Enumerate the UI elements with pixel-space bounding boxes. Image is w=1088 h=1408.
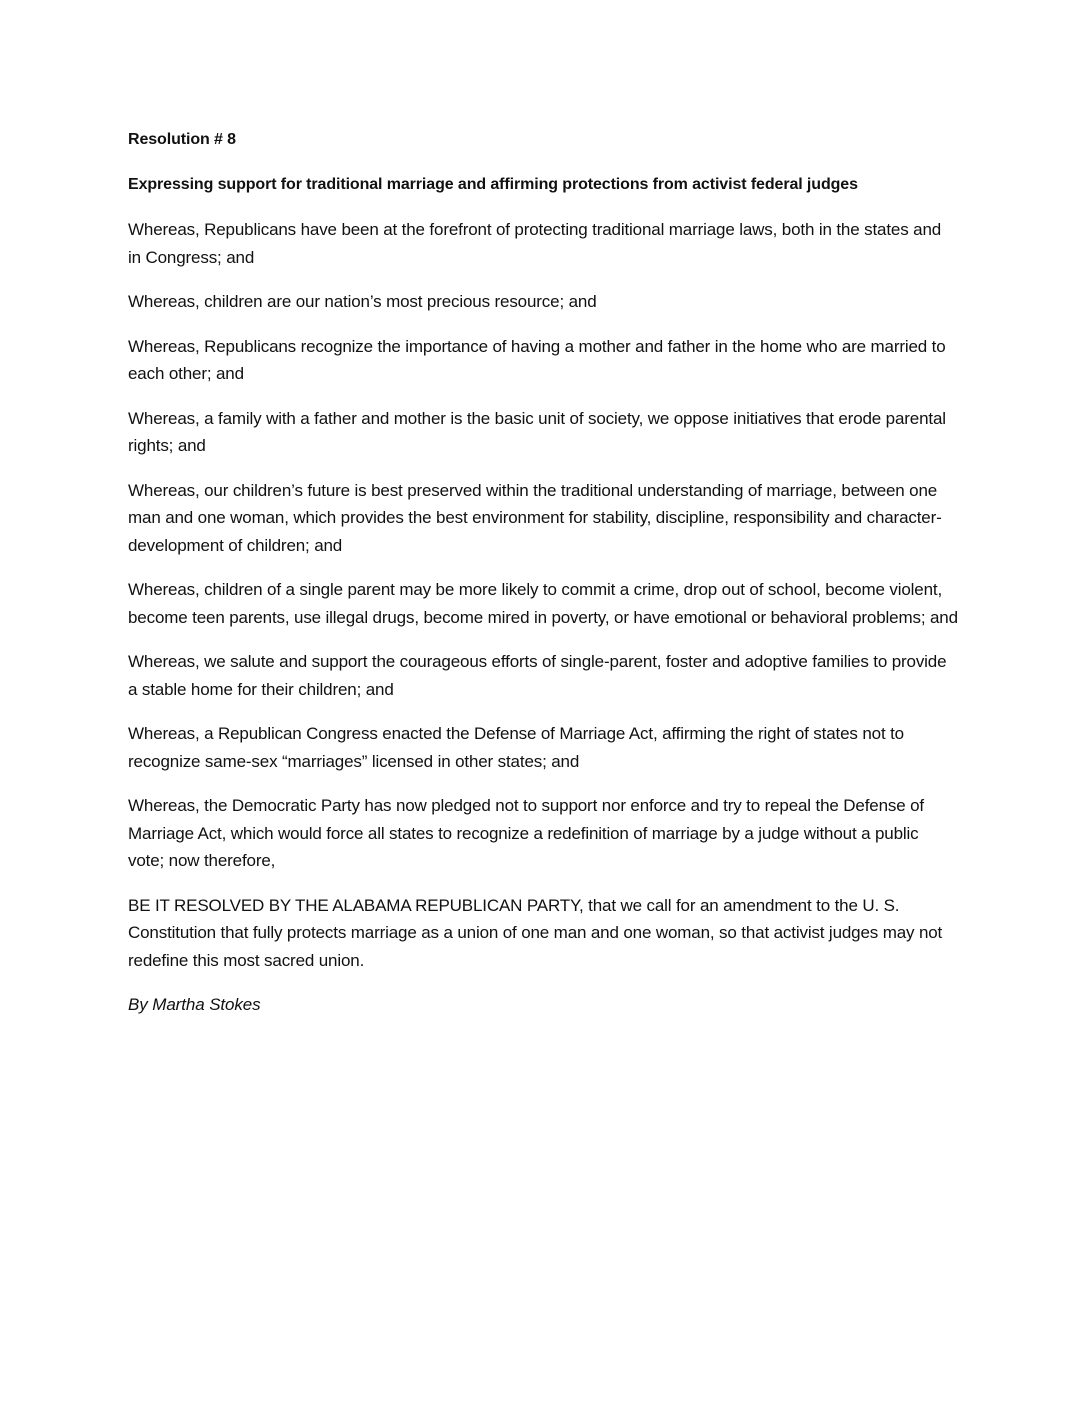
- whereas-paragraph: Whereas, the Democratic Party has now pledged not to support nor enforce and try to repeal the Defense of Marriage Act, which would force all states to recognize a redefinition of marriage by a judge without a public vote; now therefore,: [128, 796, 924, 870]
- whereas-paragraph: Whereas, Republicans recognize the importance of having a mother and father in the home who are married to each other; and: [128, 336, 946, 383]
- whereas-paragraph: Whereas, our children’s future is best preserved within the traditional understanding of marriage, between one man and one woman, which provides the best environment for stability, discipline, responsibility and character-development of children; and: [128, 480, 942, 555]
- document-body: [128, 126, 958, 1018]
- whereas-paragraph: Whereas, a Republican Congress enacted the Defense of Marriage Act, affirming the right of states not to recognize same-sex “marriages” licensed in other states; and: [128, 724, 904, 771]
- whereas-paragraph: Whereas, children of a single parent may be more likely to commit a crime, drop out of school, become violent, become teen parents, use illegal drugs, become mired in poverty, or have emotional or behavioral problems; and: [128, 580, 958, 627]
- author-byline: By Martha Stokes: [128, 995, 261, 1014]
- resolved-clause: BE IT RESOLVED BY THE ALABAMA REPUBLICAN PARTY, that we call for an amendment to the U. S. Constitution that fully protects marriage as a union of one man and one woman, so that activist judges may not redefine this most sacred union.: [128, 895, 943, 970]
- whereas-paragraph: Whereas, children are our nation’s most precious resource; and: [128, 292, 597, 311]
- resolution-title: Expressing support for traditional marriage and affirming protections from activist federal judges: [128, 176, 858, 193]
- whereas-paragraph: Whereas, we salute and support the courageous efforts of single-parent, foster and adoptive families to provide a stable home for their children; and: [128, 652, 947, 699]
- resolution-number: Resolution # 8: [128, 131, 236, 148]
- whereas-paragraph: Whereas, a family with a father and mother is the basic unit of society, we oppose initiatives that erode parental rights; and: [128, 408, 946, 455]
- whereas-paragraph: Whereas, Republicans have been at the forefront of protecting traditional marriage laws, both in the states and in Congress; and: [128, 220, 942, 267]
